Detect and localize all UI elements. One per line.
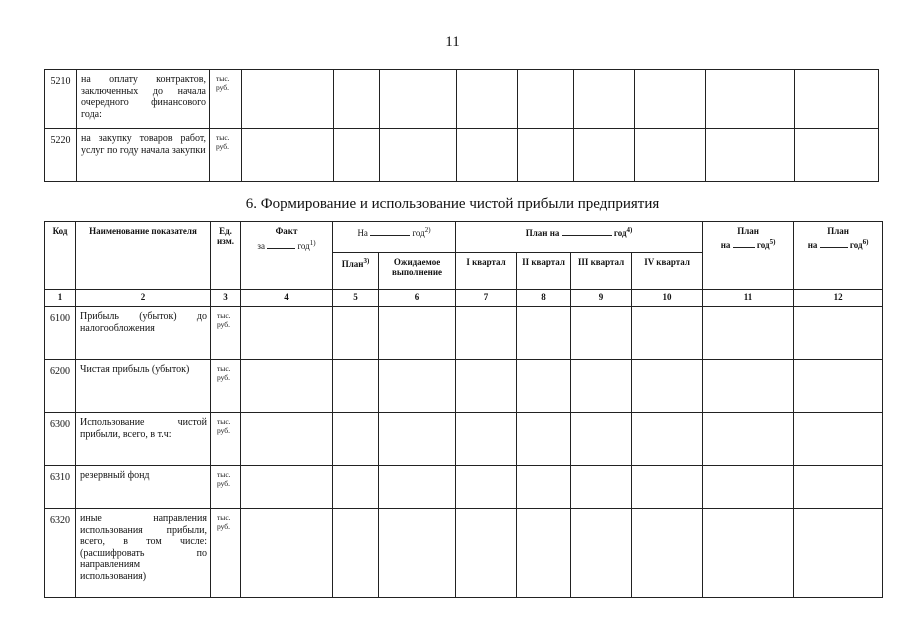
header-q4: IV квартал [632, 253, 703, 290]
header-plan [333, 253, 379, 290]
row-code: 6300 [45, 413, 76, 466]
value-cell[interactable] [456, 413, 517, 466]
row-code: 5210 [45, 70, 77, 129]
value-cell[interactable] [517, 413, 571, 466]
section-title: 6. Формирование и использование чистой прибыли предприятия [245, 196, 660, 212]
plan11-na: на [720, 240, 731, 251]
blank-line [267, 239, 295, 249]
row-name: резервный фонд [76, 466, 211, 509]
plan11-label: План [737, 226, 759, 236]
table-row [45, 129, 879, 182]
value-cell[interactable] [242, 129, 334, 182]
value-cell[interactable] [794, 466, 883, 509]
value-cell[interactable] [794, 413, 883, 466]
footnote-5: 5) [769, 238, 776, 247]
na-god: год [412, 228, 425, 238]
net-profit-table [44, 221, 883, 598]
value-cell[interactable] [632, 466, 703, 509]
column-number: 8 [517, 290, 571, 307]
value-cell[interactable] [574, 70, 635, 129]
header-plan-na [456, 222, 703, 253]
table-row [45, 509, 883, 598]
value-cell[interactable] [241, 360, 333, 413]
row-code: 6200 [45, 360, 76, 413]
value-cell[interactable] [456, 509, 517, 598]
header-unit: Ед. изм. [211, 222, 241, 290]
value-cell[interactable] [794, 307, 883, 360]
header-expected: Ожидаемое выполнение [379, 253, 456, 290]
value-cell[interactable] [632, 413, 703, 466]
value-cell[interactable] [703, 360, 794, 413]
column-number: 4 [241, 290, 333, 307]
na-label: На [357, 228, 368, 238]
plan12-god: год [849, 240, 863, 251]
table-row [45, 307, 883, 360]
value-cell[interactable] [380, 129, 457, 182]
column-number: 12 [794, 290, 883, 307]
header-q1: I квартал [456, 253, 517, 290]
row-unit: тыс. руб. [211, 360, 241, 413]
column-number: 3 [211, 290, 241, 307]
header-plan-11 [703, 222, 794, 290]
value-cell[interactable] [635, 70, 706, 129]
value-cell[interactable] [334, 70, 380, 129]
value-cell[interactable] [571, 466, 632, 509]
value-cell[interactable] [241, 413, 333, 466]
plan-label: План [341, 259, 364, 269]
column-number: 10 [632, 290, 703, 307]
value-cell[interactable] [574, 129, 635, 182]
footnote-1: 1) [309, 239, 316, 248]
value-cell[interactable] [457, 129, 518, 182]
value-cell[interactable] [241, 509, 333, 598]
value-cell[interactable] [456, 360, 517, 413]
row-code: 6310 [45, 466, 76, 509]
column-number: 7 [456, 290, 517, 307]
row-name: на оплату контрактов, заключенных до начала очередного финансового года: [77, 70, 210, 129]
value-cell[interactable] [241, 466, 333, 509]
value-cell[interactable] [518, 129, 574, 182]
row-name: Использование чистой прибыли, всего, в т.ч: [76, 413, 211, 466]
row-code: 5220 [45, 129, 77, 182]
table-row [45, 360, 883, 413]
value-cell[interactable] [379, 413, 456, 466]
footnote-3: 3) [363, 257, 370, 265]
table-row [45, 70, 879, 129]
value-cell[interactable] [379, 466, 456, 509]
footnote-6: 6) [862, 238, 869, 247]
value-cell[interactable] [379, 307, 456, 360]
budget-table [44, 69, 879, 182]
row-name: на закупку товаров работ, услуг по году начала закупки [77, 129, 210, 182]
plan11-god: год [756, 240, 770, 251]
value-cell[interactable] [706, 129, 795, 182]
header-na-year [333, 222, 456, 253]
value-cell[interactable] [517, 360, 571, 413]
value-cell[interactable] [456, 307, 517, 360]
value-cell[interactable] [334, 129, 380, 182]
value-cell[interactable] [380, 70, 457, 129]
value-cell[interactable] [242, 70, 334, 129]
header-q3: III квартал [571, 253, 632, 290]
header-plan-12 [794, 222, 883, 290]
value-cell[interactable] [635, 129, 706, 182]
value-cell[interactable] [457, 70, 518, 129]
header-q2: II квартал [517, 253, 571, 290]
value-cell[interactable] [703, 466, 794, 509]
value-cell[interactable] [632, 509, 703, 598]
value-cell[interactable] [703, 509, 794, 598]
header-name: Наименование показателя [76, 222, 211, 290]
value-cell[interactable] [571, 307, 632, 360]
header-row [45, 222, 883, 253]
value-cell[interactable] [379, 509, 456, 598]
value-cell[interactable] [241, 307, 333, 360]
column-number: 2 [76, 290, 211, 307]
value-cell[interactable] [517, 509, 571, 598]
row-unit: тыс. руб. [210, 70, 242, 129]
value-cell[interactable] [571, 509, 632, 598]
row-name: Чистая прибыль (убыток) [76, 360, 211, 413]
plan12-label: План [827, 226, 849, 236]
value-cell[interactable] [795, 70, 879, 129]
value-cell[interactable] [333, 307, 379, 360]
header-code: Код [45, 222, 76, 290]
header-fact [241, 222, 333, 290]
column-number: 11 [703, 290, 794, 307]
fact-za: за [257, 241, 265, 252]
row-unit: тыс. руб. [211, 413, 241, 466]
value-cell[interactable] [517, 307, 571, 360]
fact-label: Факт [275, 226, 298, 236]
value-cell[interactable] [333, 509, 379, 598]
value-cell[interactable] [632, 360, 703, 413]
value-cell[interactable] [333, 466, 379, 509]
column-number-row [45, 290, 883, 307]
blank-line [733, 238, 755, 248]
value-cell[interactable] [632, 307, 703, 360]
row-code: 6320 [45, 509, 76, 598]
footnote-4: 4) [626, 226, 633, 234]
plan-na-label: План на [525, 228, 560, 238]
value-cell[interactable] [518, 70, 574, 129]
row-unit: тыс. руб. [211, 509, 241, 598]
row-unit: тыс. руб. [211, 466, 241, 509]
blank-line [370, 226, 410, 236]
page-number: 11 [445, 34, 460, 50]
column-number: 9 [571, 290, 632, 307]
value-cell[interactable] [571, 413, 632, 466]
fact-god: год [297, 241, 310, 252]
value-cell[interactable] [333, 413, 379, 466]
row-name: Прибыль (убыток) до налогообложения [76, 307, 211, 360]
value-cell[interactable] [571, 360, 632, 413]
value-cell[interactable] [795, 129, 879, 182]
plan-na-god: год [613, 228, 627, 238]
footnote-2: 2) [424, 226, 431, 234]
table-row [45, 413, 883, 466]
row-code: 6100 [45, 307, 76, 360]
table-row [45, 466, 883, 509]
value-cell[interactable] [703, 307, 794, 360]
blank-line [562, 226, 612, 236]
value-cell[interactable] [706, 70, 795, 129]
value-cell[interactable] [703, 413, 794, 466]
value-cell[interactable] [517, 466, 571, 509]
column-number: 5 [333, 290, 379, 307]
column-number: 1 [45, 290, 76, 307]
column-number: 6 [379, 290, 456, 307]
value-cell[interactable] [379, 360, 456, 413]
row-unit: тыс. руб. [210, 129, 242, 182]
row-name: иные направления использования прибыли, всего, в том числе: (расшифровать по направлениям использования) [76, 509, 211, 598]
plan12-na: на [807, 240, 818, 251]
blank-line [820, 238, 848, 248]
value-cell[interactable] [333, 360, 379, 413]
value-cell[interactable] [456, 466, 517, 509]
value-cell[interactable] [794, 360, 883, 413]
row-unit: тыс. руб. [211, 307, 241, 360]
value-cell[interactable] [794, 509, 883, 598]
